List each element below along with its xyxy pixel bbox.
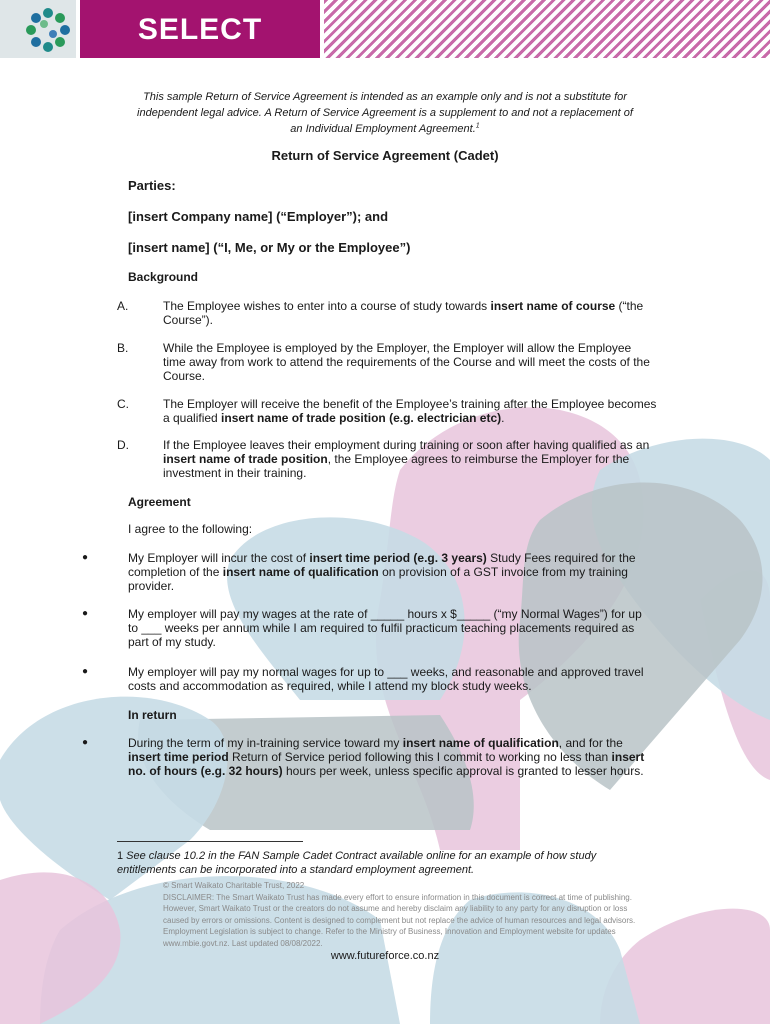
website-link[interactable]: www.futureforce.co.nz: [330, 950, 440, 962]
background-heading: Background: [128, 270, 199, 284]
disclaimer-line-3: an Individual Employment Agreement.: [290, 123, 476, 135]
agreement-bullet-1: [82, 551, 652, 593]
party-employee: [insert name] (“I, Me, or My or the Employee”): [128, 240, 411, 255]
document-title: Return of Service Agreement (Cadet): [271, 148, 499, 163]
footnote-ref[interactable]: 1: [475, 122, 480, 130]
item-text: The Employer will receive the benefit of the Employee’s training after the Employee becomes a qualified: [163, 397, 657, 425]
party-employer: [insert Company name] (“Employer”); and: [128, 209, 389, 224]
bullet-icon: ●: [82, 737, 89, 748]
legal-disclaimer: [163, 880, 655, 949]
bullet-icon: ●: [82, 666, 89, 677]
agreement-heading: Agreement: [128, 495, 191, 509]
footnote-divider: [117, 841, 303, 842]
header-stripes: [324, 0, 770, 58]
background-item-d: [117, 438, 657, 480]
footnote-text: See clause 10.2 in the FAN Sample Cadet Contract available online for an example of how study entitlements can be incorporated into a standard employment agreement.: [117, 850, 597, 876]
item-text: , the Employee agrees to reimburse the Employer for the investment in their training.: [163, 452, 630, 480]
item-text: (“the Course”).: [163, 299, 644, 327]
bullet-text: Study Fees required for the completion of the: [128, 551, 636, 579]
bullet-placeholder: insert name of qualification: [222, 565, 379, 579]
bullet-icon: ●: [82, 608, 89, 619]
item-placeholder: insert name of trade position: [163, 452, 328, 466]
brand-bar: [80, 0, 320, 58]
in-return-heading: In return: [128, 708, 177, 722]
item-label: B.: [117, 341, 129, 355]
bullet-text: , and for the: [558, 736, 623, 750]
item-label: A.: [117, 299, 129, 313]
disclaimer: [110, 89, 660, 137]
item-label: D.: [117, 438, 129, 452]
bullet-placeholder: insert time period (e.g. 3 years): [309, 551, 487, 565]
disclaimer-line-2: independent legal advice. A Return of Service Agreement is a supplement to and not a replacement of: [137, 107, 633, 119]
item-text: If the Employee leaves their employment during training or soon after having qualified as an: [163, 438, 650, 452]
item-text: While the Employee is employed by the Employer, the Employer will allow the Employee time away from work to attend the requirements of the Course and will meet the costs of the Course.: [163, 341, 650, 383]
agreement-bullet-2: [82, 607, 652, 649]
bullet-text: hours per week, unless specific approval is granted to lesser hours.: [282, 764, 644, 778]
copyright-text: © Smart Waikato Charitable Trust, 2022: [163, 881, 305, 890]
bullet-text: My employer will pay my wages at the rate of _____ hours x $_____ (“my Normal Wages”) for up to ___ weeks per annum while I am required to fulfil practicum teaching placements required as part of my study.: [128, 607, 642, 649]
item-label: C.: [117, 397, 129, 411]
background-item-a: [117, 299, 657, 327]
agreement-bullet-3: [82, 665, 652, 693]
bullet-text: on provision of a GST invoice from my training provider.: [128, 565, 628, 593]
item-placeholder: insert name of course: [490, 299, 616, 313]
item-text: The Employee wishes to enter into a course of study towards: [163, 299, 491, 313]
bullet-text: During the term of my in-training service toward my: [128, 736, 403, 750]
brand-title: SELECT: [137, 13, 263, 46]
bullet-placeholder: insert no. of hours (e.g. 32 hours): [128, 750, 645, 778]
bullet-text: My Employer will incur the cost of: [128, 551, 310, 565]
bullet-placeholder: insert time period: [128, 750, 229, 764]
logo-icon: [0, 0, 76, 58]
bullet-icon: ●: [82, 552, 89, 563]
bullet-placeholder: insert name of qualification: [402, 736, 559, 750]
parties-heading: Parties:: [128, 178, 176, 193]
background-item-c: [117, 397, 657, 425]
in-return-bullet: [82, 736, 652, 778]
logo: [0, 0, 76, 58]
disclaimer-line-1: This sample Return of Service Agreement is intended as an example only and is not a substitute for: [143, 91, 627, 103]
bullet-text: My employer will pay my normal wages for up to ___ weeks, and reasonable and approved travel costs and accommodation as required, while I attend my block study weeks.: [128, 665, 644, 693]
bullet-text: Return of Service period following this I commit to working no less than: [228, 750, 612, 764]
item-placeholder: insert name of trade position (e.g. electrician etc): [221, 411, 502, 425]
disclaimer-text: DISCLAIMER: The Smart Waikato Trust has made every effort to ensure information in this document is correct at time of publishing. However, Smart Waikato Trust or the creators do not assume and hereby disclaim any liability to any party for any disruption or loss caused by errors or omissions. Content is designed to complement but not replace the advice of human resources and legal advisors. Employment Legislation is subject to change. Refer to the Ministry of Business, Innovation and Employment website for updates www.mbie.govt.nz. Last updated 08/08/2022.: [163, 892, 636, 948]
background-item-b: [117, 341, 657, 383]
footnote: [117, 849, 657, 877]
agreement-intro: I agree to the following:: [128, 522, 253, 536]
footnote-number: 1: [117, 850, 124, 862]
item-text: .: [501, 411, 505, 425]
